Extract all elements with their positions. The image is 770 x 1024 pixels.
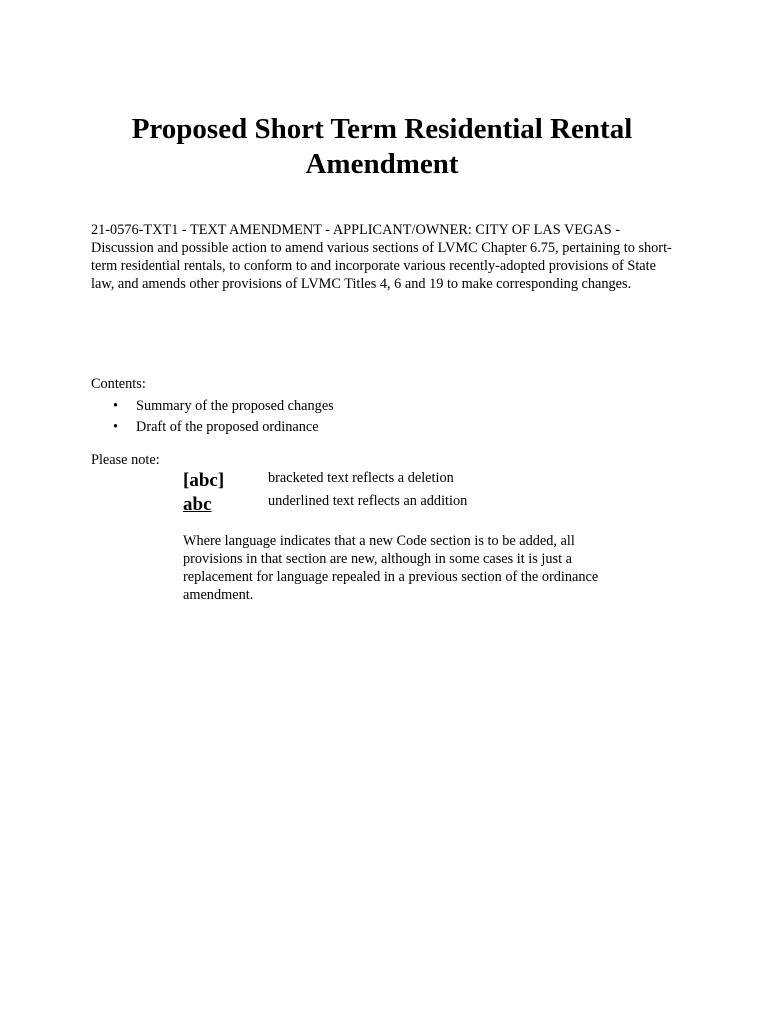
addition-description: underlined text reflects an addition (268, 493, 468, 509)
contents-heading: Contents: (91, 376, 146, 392)
bullet-icon: • (113, 398, 119, 414)
document-title: Proposed Short Term Residential Rental Amendment (131, 113, 633, 180)
list-item-label: Draft of the proposed ordinance (136, 419, 319, 435)
list-item-label: Summary of the proposed changes (136, 398, 334, 414)
contents-list (91, 396, 334, 438)
list-item (91, 417, 334, 438)
addition-sample: abc (183, 494, 212, 515)
agenda-summary: 21-0576-TXT1 - TEXT AMENDMENT - APPLICANT/OWNER: CITY OF LAS VEGAS - Discussion and possible action to amend various sections of LVMC Chapter 6.75, pertaining to short-term residential rentals, to conform to and incorporate various recently-adopted provisions of State law, and amends other provisions of LVMC Titles 4, 6 and 19 to make corresponding changes. (91, 222, 672, 292)
list-item (91, 396, 334, 417)
note-heading: Please note: (91, 452, 160, 468)
deletion-sample: [abc] (183, 470, 225, 491)
deletion-description: bracketed text reflects a deletion (268, 470, 454, 486)
note-paragraph: Where language indicates that a new Code section is to be added, all provisions in that section are new, although in some cases it is just a replacement for language repealed in a previous section of the ordinance amendment. (183, 533, 599, 603)
bullet-icon: • (113, 419, 119, 435)
